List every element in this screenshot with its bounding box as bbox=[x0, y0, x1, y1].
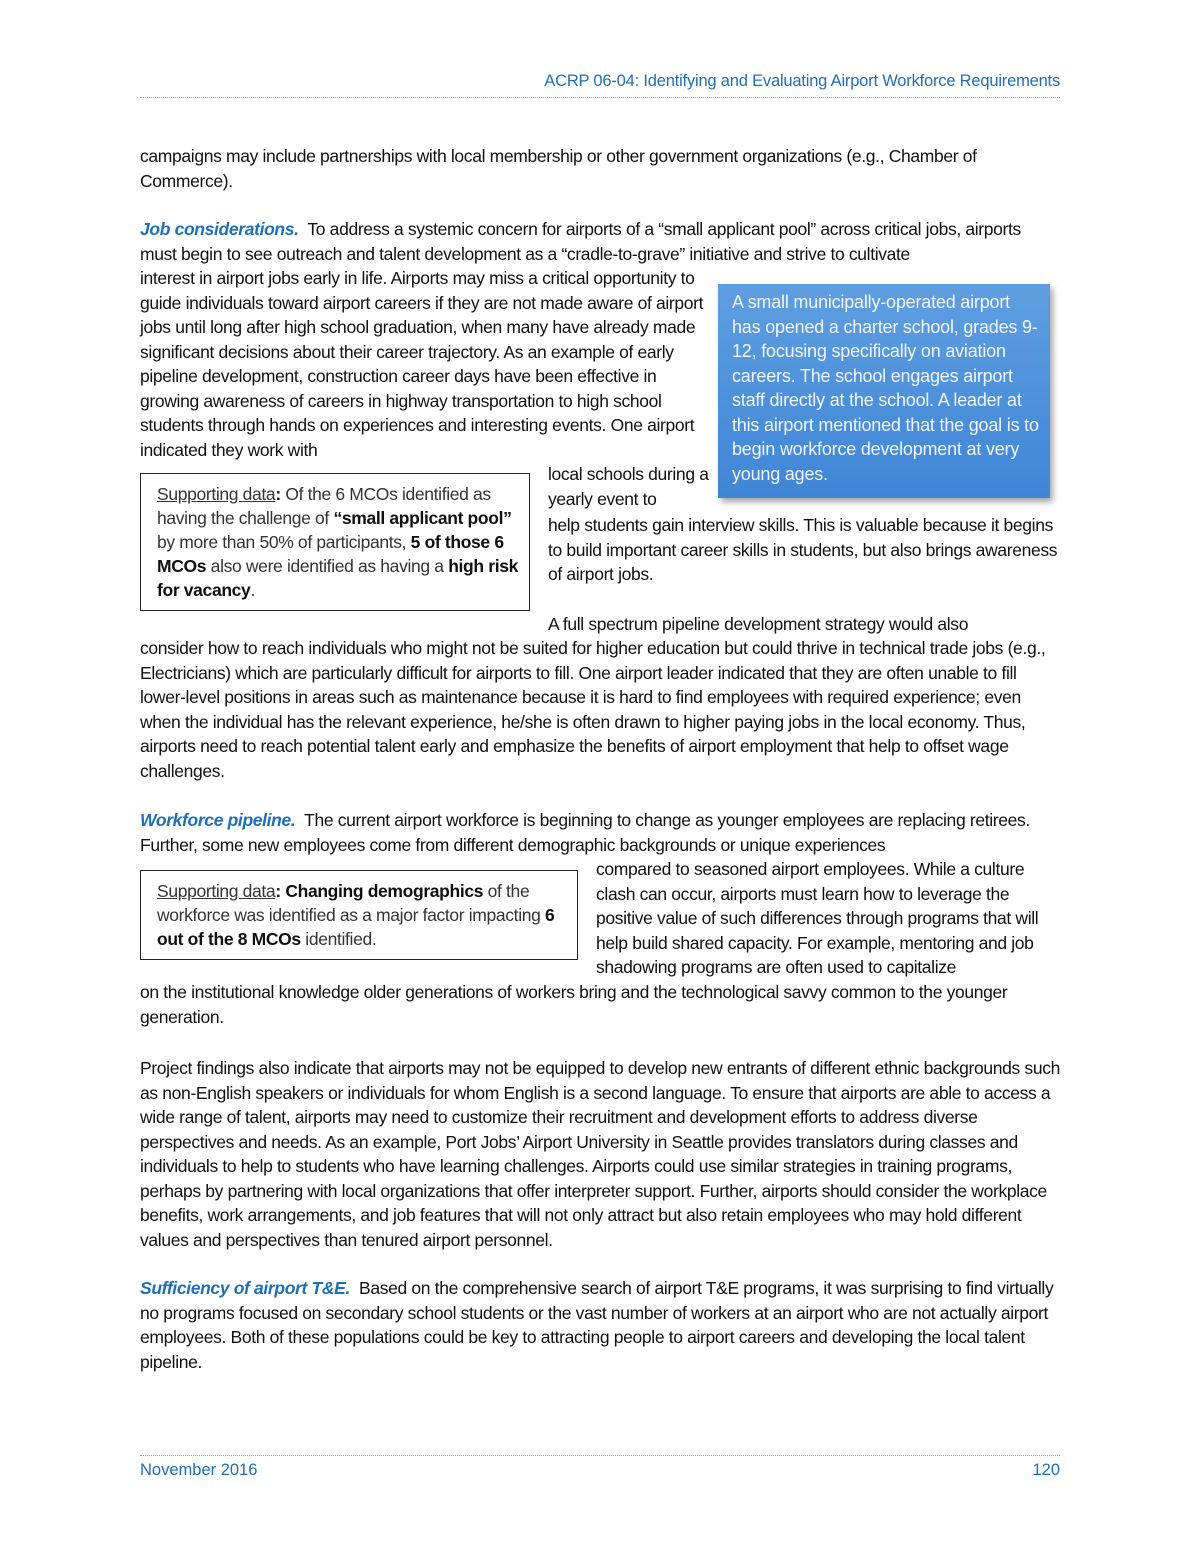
paragraph-text: consider how to reach individuals who might not be suited for higher education but could thrive in technical trade jobs (e.g., Electricians) which are particularly difficult for airports to fill. One airport leader indicated that they are often unable to fill lower-level positions in areas such as maintenance because it is hard to find employees with required experience; even when the individual has the relevant experience, he/she is often drawn to higher paying jobs in the local economy. Thus, airports need to reach potential talent early and emphasize the benefits of airport employment that help to offset wage challenges. bbox=[140, 638, 1046, 781]
supporting-data-label: Supporting data bbox=[157, 881, 276, 901]
paragraph-job-considerations bbox=[140, 217, 1060, 266]
paragraph-text: compared to seasoned airport employees. While a culture clash can occur, airports must learn how to leverage the positive value of such differences through programs that will help build shared capacity. For example, mentoring and job shadowing programs are often used to capitalize bbox=[596, 859, 1039, 977]
footer-date: November 2016 bbox=[140, 1461, 258, 1479]
paragraph-text: local schools during a yearly event to bbox=[548, 464, 709, 509]
box-bold-text: 6 out of the 8 MCOs bbox=[157, 905, 555, 949]
supporting-data-box-changing-demographics bbox=[140, 870, 578, 960]
paragraph-job-considerations-cont2 bbox=[548, 462, 718, 511]
paragraph-workforce-pipeline-end bbox=[140, 980, 1065, 1029]
box-text: . bbox=[250, 580, 255, 600]
paragraph-text: on the institutional knowledge older generations of workers bring and the technological savvy common to the younger generation. bbox=[140, 982, 1008, 1027]
callout-charter-school bbox=[718, 284, 1050, 498]
box-bold-text: “small applicant pool” bbox=[333, 508, 512, 528]
running-header: ACRP 06-04: Identifying and Evaluating Airport Workforce Requirements bbox=[544, 72, 1060, 90]
paragraph-job-considerations-cont3 bbox=[548, 513, 1068, 587]
section-lead-sufficiency: Sufficiency of airport T&E. bbox=[140, 1278, 350, 1298]
paragraph-text: A full spectrum pipeline development strategy would also bbox=[548, 614, 969, 634]
paragraph-project-findings bbox=[140, 1056, 1065, 1252]
box-text: identified. bbox=[300, 929, 377, 949]
section-lead-job-considerations: Job considerations. bbox=[140, 219, 299, 239]
paragraph-text: Based on the comprehensive search of airport T&E programs, it was surprising to find virtually no programs focused on secondary school students or the vast number of workers at an airport who are not actually airport employees. Both of these populations could be key to attracting people to airport careers and developing the local talent pipeline. bbox=[140, 1278, 1054, 1372]
box-bold-text: high risk for vacancy bbox=[157, 556, 518, 600]
paragraph-text: interest in airport jobs early in life. Airports may miss a critical opportunity to guide individuals toward airport careers if they are not made aware of airport jobs until long after high school graduation, when many have already made significant decisions about their career trajectory. As an example of early pipeline development, construction career days have been effective in growing awareness of careers in highway transportation to high school students through hands on experiences and interesting events. One airport indicated they work with bbox=[140, 268, 704, 460]
paragraph-text: campaigns may include partnerships with local membership or other government organizations (e.g., Chamber of Commerce). bbox=[140, 146, 977, 191]
paragraph-workforce-pipeline-cont bbox=[596, 857, 1066, 980]
paragraph-sufficiency bbox=[140, 1276, 1065, 1374]
header-rule bbox=[140, 97, 1060, 98]
box-text: of the workforce was identified as a major factor impacting bbox=[157, 881, 546, 925]
paragraph-campaigns bbox=[140, 144, 1060, 193]
page-number: 120 bbox=[1032, 1461, 1060, 1479]
paragraph-text: The current airport workforce is beginning to change as younger employees are replacing retirees. Further, some new employees come from different demographic backgrounds or unique experiences bbox=[140, 810, 1030, 855]
callout-text: A small municipally-operated airport has opened a charter school, grades 9-12, focusing specifically on aviation careers. The school engages airport staff directly at the school. A leader at this airport mentioned that the goal is to begin workforce development at very young ages. bbox=[732, 292, 1039, 484]
paragraph-text: To address a systemic concern for airports of a “small applicant pool” across critical jobs, airports must begin to see outreach and talent development as a “cradle-to-grave” initiative and strive to cultivate bbox=[140, 219, 1021, 264]
supporting-data-box-small-applicant-pool bbox=[140, 473, 530, 611]
box-bold-text: : Changing demographics bbox=[275, 881, 484, 901]
footer-rule bbox=[140, 1455, 1060, 1456]
supporting-data-label: Supporting data bbox=[157, 484, 276, 504]
paragraph-workforce-pipeline bbox=[140, 808, 1060, 857]
box-text: also were identified as having a bbox=[206, 556, 449, 576]
paragraph-text: Project findings also indicate that airports may not be equipped to develop new entrants of different ethnic backgrounds such as non-English speakers or individuals for whom English is a second language. To ensure that airports are able to access a wide range of talent, airports may need to customize their recruitment and development efforts to address diverse perspectives and needs. As an example, Port Jobs’ Airport University in Seattle provides translators during classes and individuals to help to students who have learning challenges. Airports could use similar strategies in training programs, perhaps by partnering with local organizations that offer interpreter support. Further, airports should consider the workplace benefits, work arrangements, and job features that will not only attract but also retain employees who may hold different values and perspectives than tenured airport personnel. bbox=[140, 1058, 1060, 1250]
section-lead-workforce-pipeline: Workforce pipeline. bbox=[140, 810, 296, 830]
paragraph-job-considerations-cont bbox=[140, 266, 710, 462]
paragraph-full-spectrum-start bbox=[548, 612, 1068, 637]
box-bold-text: 5 of those 6 MCOs bbox=[157, 532, 504, 576]
paragraph-full-spectrum bbox=[140, 636, 1065, 783]
box-text: by more than 50% of participants, bbox=[157, 532, 411, 552]
paragraph-text: help students gain interview skills. This is valuable because it begins to build important career skills in students, but also brings awareness of airport jobs. bbox=[548, 515, 1058, 584]
box-text: Of the 6 MCOs identified as having the challenge of bbox=[157, 484, 491, 528]
label-colon: : bbox=[275, 484, 281, 504]
